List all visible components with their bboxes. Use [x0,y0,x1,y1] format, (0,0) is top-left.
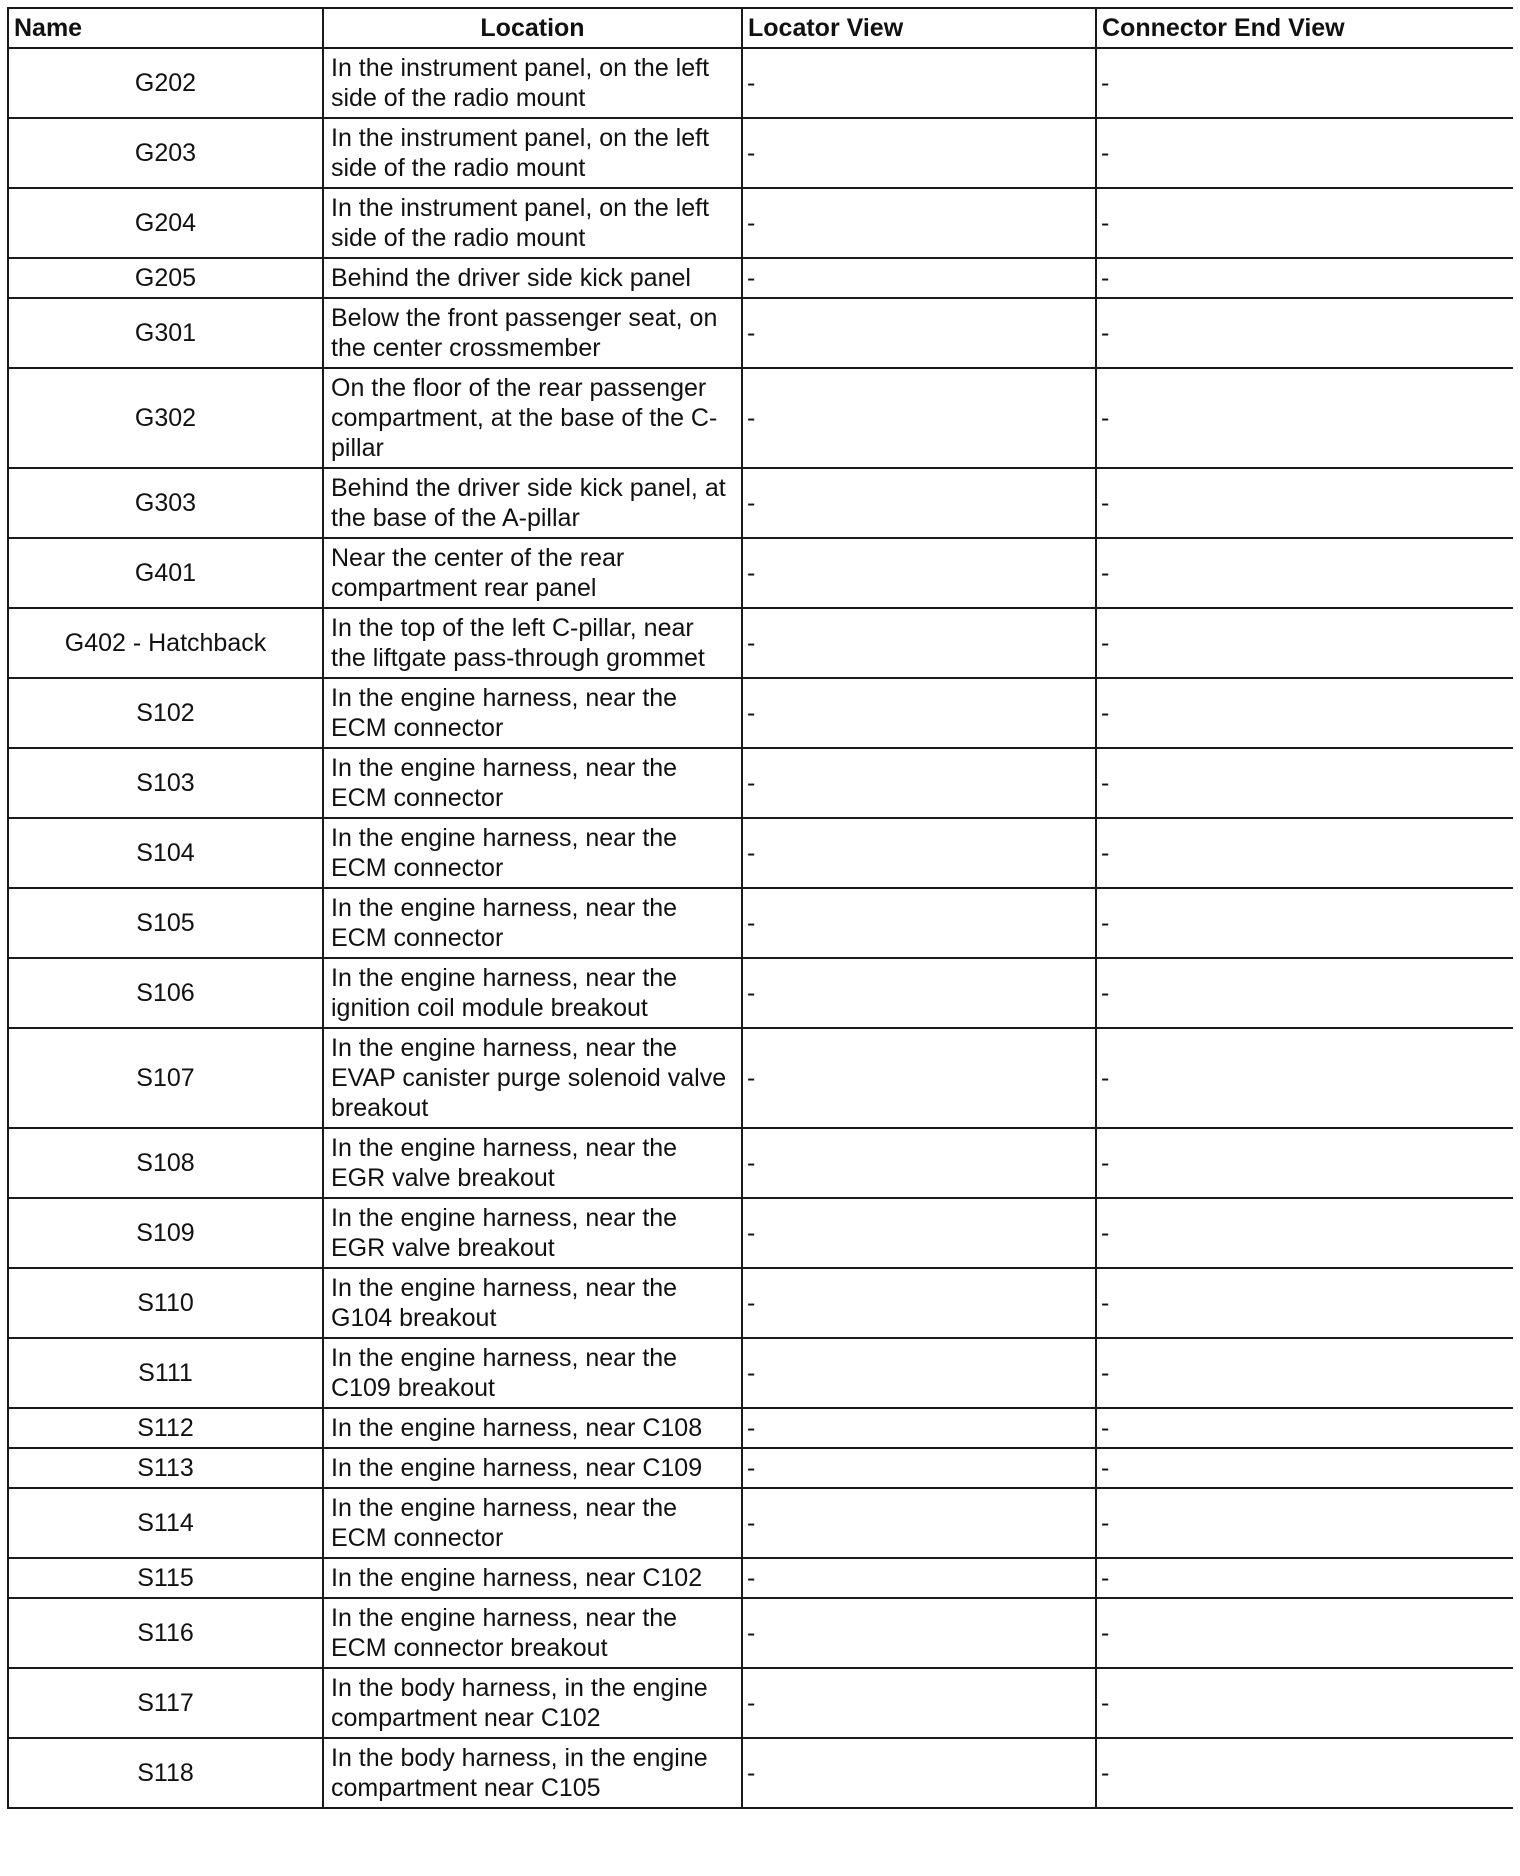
cell-connector-end-view: - [1096,608,1513,678]
cell-connector-end-view: - [1096,1668,1513,1738]
cell-name: S102 [8,678,323,748]
cell-name: S103 [8,748,323,818]
cell-locator-view: - [742,1488,1096,1558]
cell-location: In the engine harness, near C108 [323,1408,742,1448]
cell-name: G303 [8,468,323,538]
cell-location: In the engine harness, near the ECM connector [323,818,742,888]
cell-locator-view: - [742,1128,1096,1198]
cell-name: G205 [8,258,323,298]
cell-location: In the engine harness, near the ECM connector [323,888,742,958]
document-sheet [7,7,1513,1869]
cell-name: G402 - Hatchback [8,608,323,678]
cell-connector-end-view: - [1096,1408,1513,1448]
cell-name: S110 [8,1268,323,1338]
header-name: Name [8,8,323,48]
table-row [8,678,1513,748]
table-row [8,368,1513,468]
cell-name: S116 [8,1598,323,1668]
cell-connector-end-view: - [1096,1338,1513,1408]
cell-connector-end-view: - [1096,1268,1513,1338]
cell-connector-end-view: - [1096,258,1513,298]
cell-name: S106 [8,958,323,1028]
table-row [8,608,1513,678]
cell-locator-view: - [742,118,1096,188]
cell-location: In the body harness, in the engine compartment near C105 [323,1738,742,1808]
cell-name: S114 [8,1488,323,1558]
table-row [8,1448,1513,1488]
cell-name: G203 [8,118,323,188]
cell-locator-view: - [742,1448,1096,1488]
cell-location: In the engine harness, near the ECM connector [323,678,742,748]
table-row [8,958,1513,1028]
header-locator-view: Locator View [742,8,1096,48]
table-row [8,1198,1513,1268]
cell-name: S115 [8,1558,323,1598]
cell-locator-view: - [742,368,1096,468]
cell-location: In the instrument panel, on the left side of the radio mount [323,188,742,258]
cell-locator-view: - [742,188,1096,258]
cell-location: In the engine harness, near the EVAP canister purge solenoid valve breakout [323,1028,742,1128]
table-row [8,48,1513,118]
cell-location: Behind the driver side kick panel [323,258,742,298]
cell-connector-end-view: - [1096,1028,1513,1128]
component-location-table [7,7,1513,1809]
table-row [8,258,1513,298]
cell-locator-view: - [742,888,1096,958]
cell-connector-end-view: - [1096,958,1513,1028]
cell-name: S117 [8,1668,323,1738]
cell-connector-end-view: - [1096,678,1513,748]
cell-locator-view: - [742,1198,1096,1268]
cell-location: In the body harness, in the engine compartment near C102 [323,1668,742,1738]
cell-locator-view: - [742,1668,1096,1738]
cell-locator-view: - [742,1028,1096,1128]
table-row [8,298,1513,368]
cell-location: In the engine harness, near the EGR valve breakout [323,1198,742,1268]
cell-connector-end-view: - [1096,468,1513,538]
cell-name: S112 [8,1408,323,1448]
table-row [8,818,1513,888]
cell-locator-view: - [742,468,1096,538]
cell-location: In the engine harness, near the ignition coil module breakout [323,958,742,1028]
cell-location: In the engine harness, near the ECM connector breakout [323,1598,742,1668]
header-connector-end-view: Connector End View [1096,8,1513,48]
cell-location: In the top of the left C-pillar, near the liftgate pass-through grommet [323,608,742,678]
cell-location: In the engine harness, near the ECM connector [323,748,742,818]
cell-connector-end-view: - [1096,888,1513,958]
table-row [8,468,1513,538]
table-row [8,1338,1513,1408]
cell-locator-view: - [742,1338,1096,1408]
table-row [8,1668,1513,1738]
cell-location: On the floor of the rear passenger compartment, at the base of the C-pillar [323,368,742,468]
cell-location: In the engine harness, near the C109 breakout [323,1338,742,1408]
header-row [8,8,1513,48]
header-location: Location [323,8,742,48]
cell-connector-end-view: - [1096,1128,1513,1198]
cell-location: In the engine harness, near C109 [323,1448,742,1488]
cell-connector-end-view: - [1096,48,1513,118]
cell-name: S104 [8,818,323,888]
cell-locator-view: - [742,748,1096,818]
table-row [8,888,1513,958]
cell-locator-view: - [742,1558,1096,1598]
cell-location: In the engine harness, near the EGR valve breakout [323,1128,742,1198]
cell-connector-end-view: - [1096,818,1513,888]
cell-connector-end-view: - [1096,298,1513,368]
cell-connector-end-view: - [1096,748,1513,818]
cell-connector-end-view: - [1096,118,1513,188]
table-row [8,538,1513,608]
table-row [8,1738,1513,1808]
cell-location: In the instrument panel, on the left side of the radio mount [323,118,742,188]
cell-location: In the instrument panel, on the left side of the radio mount [323,48,742,118]
cell-connector-end-view: - [1096,1738,1513,1808]
cell-locator-view: - [742,1408,1096,1448]
cell-name: S105 [8,888,323,958]
table-row [8,1128,1513,1198]
cell-locator-view: - [742,1268,1096,1338]
cell-locator-view: - [742,1738,1096,1808]
cell-name: G302 [8,368,323,468]
cell-locator-view: - [742,538,1096,608]
cell-location: In the engine harness, near C102 [323,1558,742,1598]
cell-locator-view: - [742,608,1096,678]
table-row [8,748,1513,818]
table-row [8,188,1513,258]
cell-name: S108 [8,1128,323,1198]
cell-locator-view: - [742,818,1096,888]
cell-locator-view: - [742,258,1096,298]
cell-name: G301 [8,298,323,368]
table-row [8,1408,1513,1448]
cell-locator-view: - [742,48,1096,118]
cell-connector-end-view: - [1096,368,1513,468]
cell-locator-view: - [742,1598,1096,1668]
cell-connector-end-view: - [1096,1448,1513,1488]
cell-name: G204 [8,188,323,258]
cell-name: S109 [8,1198,323,1268]
table-row [8,118,1513,188]
cell-connector-end-view: - [1096,1598,1513,1668]
table-row [8,1268,1513,1338]
cell-location: In the engine harness, near the G104 breakout [323,1268,742,1338]
cell-connector-end-view: - [1096,1488,1513,1558]
table-row [8,1488,1513,1558]
cell-name: S113 [8,1448,323,1488]
cell-name: S107 [8,1028,323,1128]
cell-name: G401 [8,538,323,608]
cell-locator-view: - [742,678,1096,748]
table-body [8,48,1513,1808]
cell-location: Near the center of the rear compartment rear panel [323,538,742,608]
cell-name: G202 [8,48,323,118]
cell-locator-view: - [742,298,1096,368]
cell-location: Below the front passenger seat, on the center crossmember [323,298,742,368]
cell-connector-end-view: - [1096,1558,1513,1598]
cell-location: In the engine harness, near the ECM connector [323,1488,742,1558]
table-header [8,8,1513,48]
cell-locator-view: - [742,958,1096,1028]
cell-name: S111 [8,1338,323,1408]
cell-connector-end-view: - [1096,538,1513,608]
cell-location: Behind the driver side kick panel, at the base of the A-pillar [323,468,742,538]
table-row [8,1028,1513,1128]
table-row [8,1558,1513,1598]
cell-connector-end-view: - [1096,1198,1513,1268]
table-row [8,1598,1513,1668]
cell-connector-end-view: - [1096,188,1513,258]
cell-name: S118 [8,1738,323,1808]
